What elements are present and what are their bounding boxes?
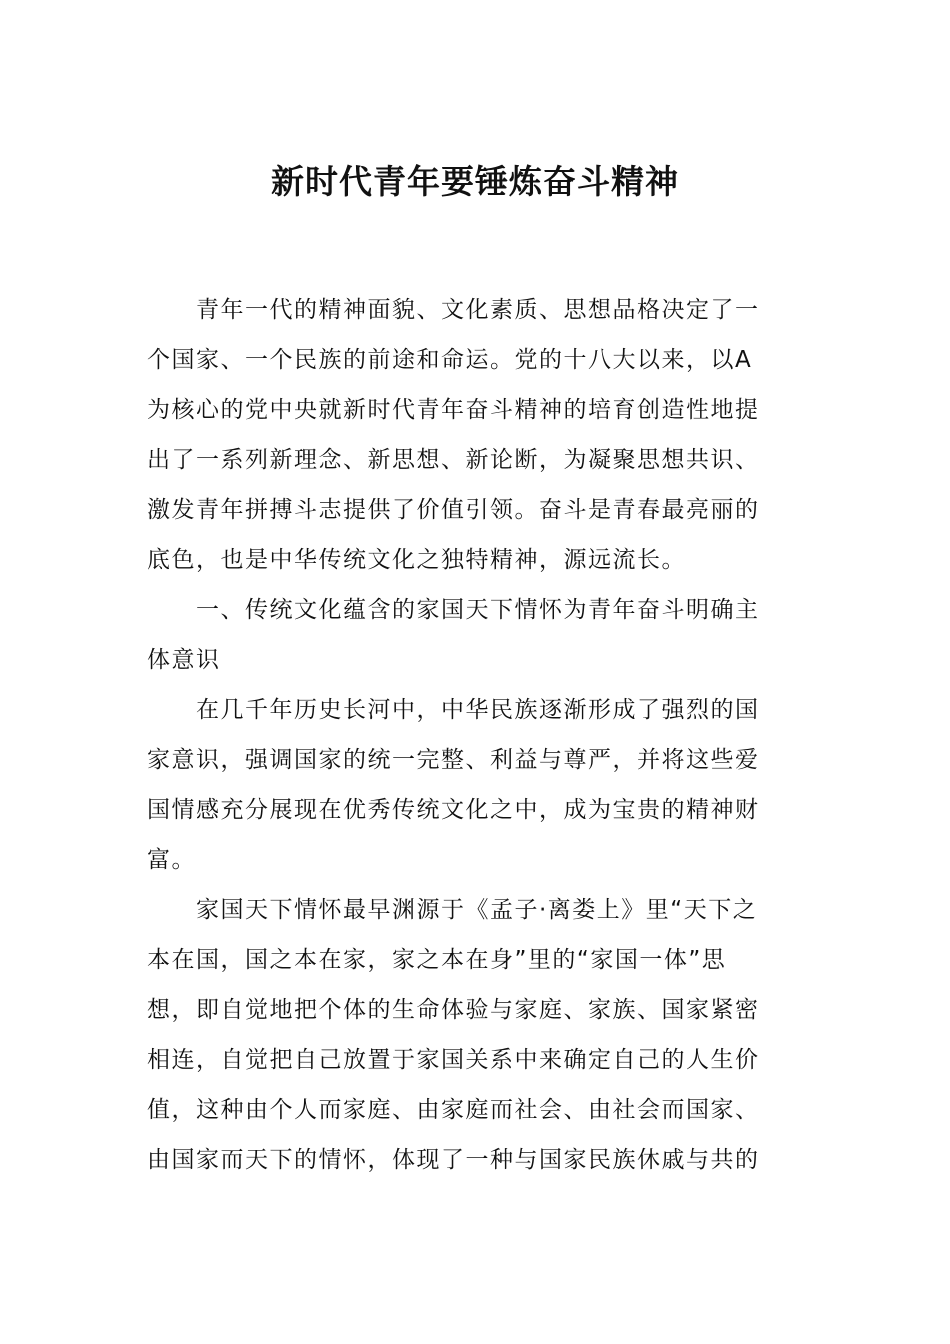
paragraph-line: 为核心的党中央就新时代青年奋斗精神的培育创造性地提 bbox=[147, 397, 760, 423]
paragraph-line: 国情感充分展现在优秀传统文化之中，成为宝贵的精神财 bbox=[147, 797, 760, 823]
paragraph-line: 值，这种由个人而家庭、由家庭而社会、由社会而国家、 bbox=[147, 1097, 760, 1123]
paragraph-line: 富。 bbox=[147, 847, 196, 873]
paragraph-line: 家国天下情怀最早渊源于《孟子·离娄上》里“天下之 bbox=[196, 897, 758, 923]
document-title: 新时代青年要锤炼奋斗精神 bbox=[271, 162, 679, 201]
paragraph-line: 本在国，国之本在家，家之本在身”里的“家国一体”思 bbox=[147, 947, 727, 973]
paragraph-line: 体意识 bbox=[147, 647, 221, 673]
paragraph-line: 青年一代的精神面貌、文化素质、思想品格决定了一 bbox=[196, 297, 760, 323]
paragraph-line: 激发青年拼搏斗志提供了价值引领。奋斗是青春最亮丽的 bbox=[147, 497, 760, 523]
paragraph-line: 由国家而天下的情怀，体现了一种与国家民族休戚与共的 bbox=[147, 1147, 760, 1173]
paragraph-line: 一、传统文化蕴含的家国天下情怀为青年奋斗明确主 bbox=[196, 597, 760, 623]
paragraph-line: 底色，也是中华传统文化之独特精神，源远流长。 bbox=[147, 547, 686, 573]
paragraph-line: 在几千年历史长河中，中华民族逐渐形成了强烈的国 bbox=[196, 697, 760, 723]
paragraph-line: 相连，自觉把自己放置于家国关系中来确定自己的人生价 bbox=[147, 1047, 760, 1073]
paragraph-line: 个国家、一个民族的前途和命运。党的十八大以来，以A bbox=[147, 347, 753, 373]
paragraph-line: 想，即自觉地把个体的生命体验与家庭、家族、国家紧密 bbox=[147, 997, 760, 1023]
paragraph-line: 家意识，强调国家的统一完整、利益与尊严，并将这些爱 bbox=[147, 747, 760, 773]
paragraph-line: 出了一系列新理念、新思想、新论断，为凝聚思想共识、 bbox=[147, 447, 760, 473]
